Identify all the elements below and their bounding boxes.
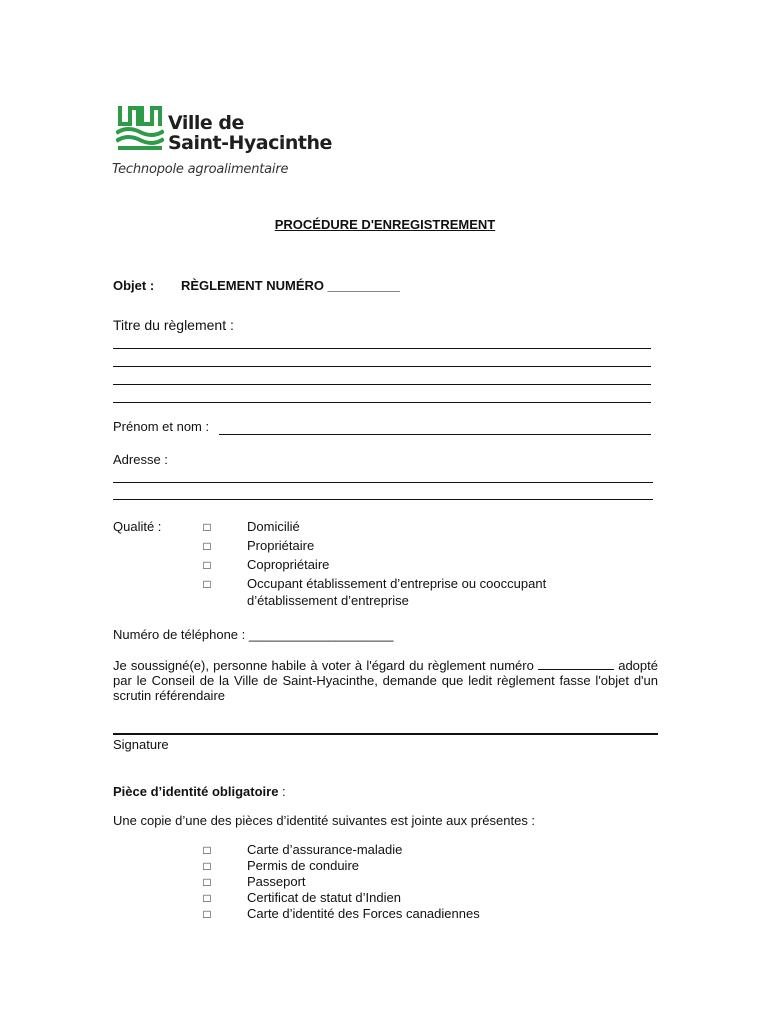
- titre-line-3[interactable]: [113, 384, 651, 385]
- checkbox-occupant[interactable]: □: [203, 577, 211, 591]
- titre-line-4[interactable]: [113, 402, 651, 403]
- declaration-part-2: adopté par le Conseil de la Ville de Saint-Hyacinthe, demande que ledit règlement fasse l'objet d'un scrutin référendaire: [113, 658, 658, 703]
- piece-identite-bold: Pièce d’identité obligatoire: [113, 784, 279, 799]
- id-option-3: Passeport: [247, 874, 306, 889]
- id-option-2: Permis de conduire: [247, 858, 359, 873]
- checkbox-id-1[interactable]: □: [203, 843, 211, 857]
- id-option-5: Carte d’identité des Forces canadiennes: [247, 906, 480, 921]
- declaration-paragraph: [113, 658, 658, 703]
- objet-value: RÈGLEMENT NUMÉRO __________: [181, 278, 400, 293]
- checkbox-id-5[interactable]: □: [203, 907, 211, 921]
- declaration-part-1: Je soussigné(e), personne habile à voter à l'égard du règlement numéro: [113, 658, 534, 673]
- copie-text: Une copie d’une des pièces d’identité suivantes est jointe aux présentes :: [113, 813, 536, 828]
- city-logo-icon: [116, 104, 164, 152]
- checkbox-coproprietaire[interactable]: □: [203, 558, 211, 572]
- adresse-line-2[interactable]: [113, 499, 653, 500]
- piece-identite-colon: :: [278, 784, 286, 799]
- nom-field[interactable]: [219, 434, 651, 435]
- signature-line[interactable]: [113, 733, 658, 735]
- adresse-line-1[interactable]: [113, 482, 653, 483]
- logo-tagline: Technopole agroalimentaire: [112, 162, 289, 177]
- signature-label: Signature: [113, 737, 169, 752]
- id-option-1: Carte d’assurance-maladie: [247, 842, 403, 857]
- objet-label: Objet :: [113, 278, 155, 293]
- option-coproprietaire: Copropriétaire: [247, 557, 330, 572]
- titre-label: Titre du règlement :: [113, 317, 234, 333]
- checkbox-id-3[interactable]: □: [203, 875, 211, 889]
- checkbox-id-4[interactable]: □: [203, 891, 211, 905]
- id-option-4: Certificat de statut d’Indien: [247, 890, 401, 905]
- checkbox-id-2[interactable]: □: [203, 859, 211, 873]
- checkbox-proprietaire[interactable]: □: [203, 539, 211, 553]
- option-occupant-cont: d’établissement d’entreprise: [247, 593, 409, 608]
- option-domicilie: Domicilié: [247, 519, 300, 534]
- reglement-number-field[interactable]: [538, 658, 614, 670]
- telephone-label[interactable]: Numéro de téléphone : ____________________: [113, 627, 394, 642]
- titre-line-2[interactable]: [113, 366, 651, 367]
- adresse-label: Adresse :: [113, 452, 168, 467]
- logo-line-1: Ville de: [168, 112, 244, 134]
- nom-label: Prénom et nom :: [113, 419, 210, 434]
- page-title: PROCÉDURE D'ENREGISTREMENT: [274, 217, 496, 232]
- qualite-label: Qualité :: [113, 519, 162, 534]
- logo-line-2: Saint-Hyacinthe: [168, 132, 332, 154]
- option-proprietaire: Propriétaire: [247, 538, 315, 553]
- checkbox-domicilie[interactable]: □: [203, 520, 211, 534]
- piece-identite-heading: [113, 784, 286, 800]
- titre-line-1[interactable]: [113, 348, 651, 349]
- option-occupant: Occupant établissement d’entreprise ou cooccupant: [247, 576, 547, 591]
